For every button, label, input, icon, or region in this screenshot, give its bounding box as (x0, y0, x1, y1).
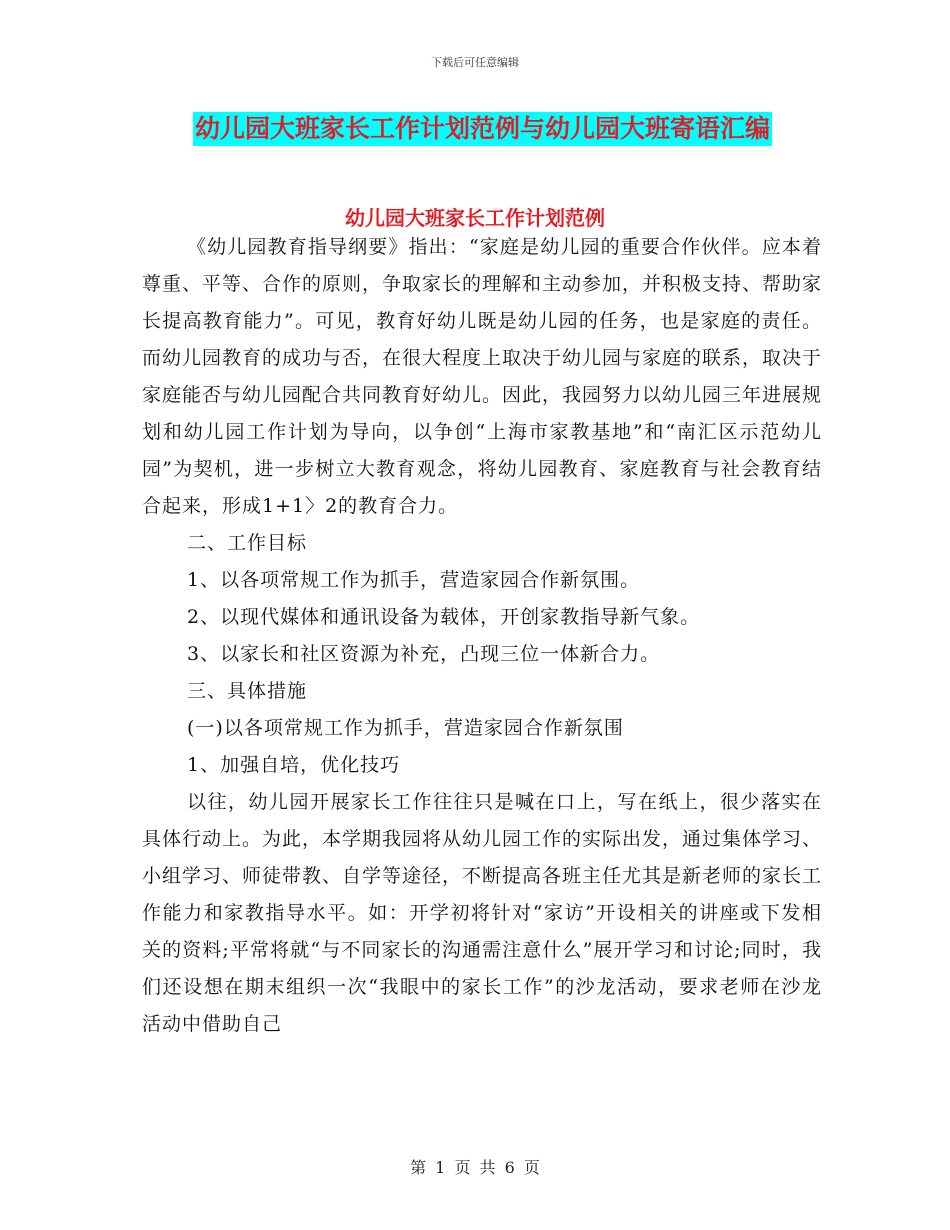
goal-item-2: 2、以现代媒体和通讯设备为载体，开创家教指导新气象。 (187, 606, 701, 628)
heading-work-goals: 二、工作目标 (187, 532, 308, 554)
section-title: 幼儿园大班家长工作计划范例 (345, 206, 605, 230)
body-paragraph-training: 以往，幼儿园开展家长工作往往只是喊在口上，写在纸上，很少落实在具体行动上。为此，本学期我园将从幼儿园工作的实际出发，通过集体学习、小组学习、师徒带教、自学等途径，不断提高各班主任尤其是新老师的家长工作能力和家教指导水平。如：开学初将针对“家访”开设相关的讲座或下发相关的资料;平常将就“与不同家长的沟通需注意什么”展开学习和讨论;同时，我们还设想在期末组织一次“我眼中的家长工作”的沙龙活动，要求老师在沙龙活动中借助自己 (142, 791, 823, 1035)
heading-specific-measures: 三、具体措施 (187, 680, 308, 702)
subheading-measure-1: (一)以各项常规工作为抓手，营造家园合作新氛围 (187, 717, 624, 739)
document-main-title: 幼儿园大班家长工作计划范例与幼儿园大班寄语汇编 (193, 112, 772, 146)
document-body (142, 229, 822, 1043)
body-paragraph-intro: 《幼儿园教育指导纲要》指出：“家庭是幼儿园的重要合作伙伴。应本着尊重、平等、合作的原则，争取家长的理解和主动参加，并积极支持、帮助家长提高教育能力”。可见，教育好幼儿既是幼儿园的任务，也是家庭的责任。而幼儿园教育的成功与否，在很大程度上取决于幼儿园与家庭的联系，取决于家庭能否与幼儿园配合共同教育好幼儿。因此，我园努力以幼儿园三年进展规划和幼儿园工作计划为导向，以争创“上海市家教基地”和“南汇区示范幼儿园”为契机，进一步树立大教育观念，将幼儿园教育、家庭教育与社会教育结合起来，形成1+1〉2的教育合力。 (142, 236, 823, 517)
goal-item-1: 1、以各项常规工作为抓手，营造家园合作新氛围。 (187, 569, 641, 591)
goal-item-3: 3、以家长和社区资源为补充，凸现三位一体新合力。 (187, 643, 661, 665)
page-footer-page-number: 第 1 页 共 6 页 (410, 1158, 540, 1177)
page-header-note: 下载后可任意编辑 (431, 56, 519, 69)
subheading-self-training: 1、加强自培，优化技巧 (187, 754, 401, 776)
